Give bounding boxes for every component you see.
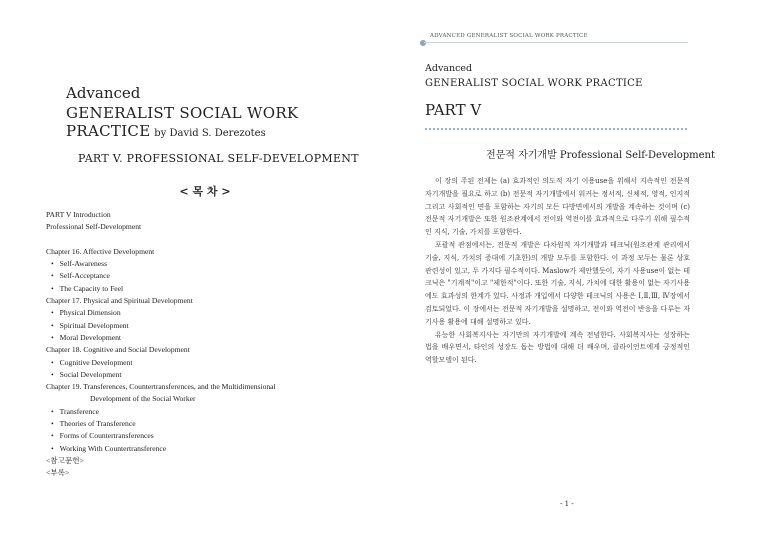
part-heading: PART V. PROFESSIONAL SELF-DEVELOPMENT bbox=[78, 152, 359, 165]
toc-bullet-item: • Working With Countertransference bbox=[46, 443, 276, 455]
body-text bbox=[425, 175, 690, 367]
dotted-divider bbox=[425, 128, 687, 130]
toc-spacer bbox=[46, 234, 276, 246]
toc-item: <참고문헌> bbox=[46, 455, 84, 465]
toc-item: Chapter 16. Affective Development bbox=[46, 246, 155, 256]
book-title: GENERALIST SOCIAL WORK PRACTICE bbox=[66, 104, 299, 140]
toc-bullet-item: • Moral Development bbox=[46, 332, 276, 344]
title-advanced: Advanced bbox=[425, 63, 473, 74]
toc-bullet-item: • Self-Awareness bbox=[46, 258, 276, 270]
right-page bbox=[380, 0, 760, 537]
toc-bullet-item: • Forms of Countertransferences bbox=[46, 430, 276, 442]
toc-bullet-item: • Transference bbox=[46, 406, 276, 418]
toc-bullet-item: • Spiritual Development bbox=[46, 320, 276, 332]
book-title: GENERALIST SOCIAL WORK PRACTICE bbox=[425, 78, 643, 89]
paragraph: 이 장의 주된 전제는 (a) 효과적인 의도적 자기 이용use을 위해서 지속적인 전문적 자기개발을 필요로 하고 (b) 전문적 자기개발에서 워커는 정서적, 신체적, 영적, 인지적 그리고 사회적인 면을 포함하는 자기의 모든 다방면에서의 개발을 계속하는 것이며 (c) 전문적 자기개발은 또한 원조관계에서 전이와 역전이를 효과적으로 다루기 위해 필수적인 지식, 기술, 가치를 포함한다. bbox=[425, 177, 690, 237]
toc-item: Chapter 18. Cognitive and Social Development bbox=[46, 345, 190, 355]
toc-item: Development of the Social Worker bbox=[90, 394, 196, 404]
toc-item: Chapter 17. Physical and Spiritual Development bbox=[46, 296, 193, 306]
toc-heading: < 목 차 > bbox=[179, 185, 231, 198]
author: by David S. Derezotes bbox=[154, 128, 266, 139]
running-header: ADVANCED GENERALIST SOCIAL WORK PRACTICE bbox=[430, 33, 588, 39]
header-rule bbox=[424, 42, 688, 43]
header-bullet-icon bbox=[420, 40, 426, 46]
page-number: - 1 - bbox=[560, 500, 574, 508]
toc-bullet-item: • The Capacity to Feel bbox=[46, 283, 276, 295]
table-of-contents bbox=[46, 209, 276, 480]
toc-bullet-item: • Theories of Transference bbox=[46, 418, 276, 430]
toc-item: PART V Introduction bbox=[46, 210, 111, 219]
chapter-subtitle: 전문적 자기개발 Professional Self-Development bbox=[485, 150, 715, 161]
paragraph: 포괄적 관점에서는, 전문적 개발은 다차원적 자기개발과 테크닉(원조관계 관리에서 기술, 지식, 가치의 증대에 기초한)의 개발 모두를 포함한다. 이 과정 모두는 물론 상호관련성이 있고, 두 가지다 필수적이다. Maslow가 제안했듯이, 자기 사용use이 없는 테크닉은 "기계적"이고 "제한적"이다. 또한 기술, 지식, 가치에 대한 활용이 없는 자기사용에도 효과성의 한계가 있다. 사정과 개입에서 다양한 테크닉의 사용은 Ⅰ,Ⅱ,Ⅲ, Ⅳ장에서 검토되었다. 이 장에서는 전문적 자기개발을 설명하고, 전이와 역전이 반응을 다루는 자기사용 활용에 대해 설명하고 있다. bbox=[425, 240, 690, 326]
toc-item: Professional Self-Development bbox=[46, 222, 142, 232]
toc-item: Chapter 19. Transferences, Countertransferences, and the Multidimensional bbox=[46, 382, 276, 392]
paragraph: 유능한 사회복지사는 자기만의 자기개발에 계속 전념한다. 사회복지사는 성장하는 법을 배우면서, 타인의 성장도 돕는 방법에 대해 더 배우며, 클라이언트에게 긍정적인 역할모델이 된다. bbox=[425, 330, 690, 365]
toc-bullet-item: • Self-Acceptance bbox=[46, 270, 276, 282]
part-title: PART V bbox=[425, 101, 482, 119]
toc-bullet-item: • Social Development bbox=[46, 369, 276, 381]
title-advanced: Advanced bbox=[66, 84, 141, 102]
toc-bullet-item: • Physical Dimension bbox=[46, 307, 276, 319]
toc-bullet-item: • Cognitive Development bbox=[46, 357, 276, 369]
toc-item: <부록> bbox=[46, 468, 70, 478]
